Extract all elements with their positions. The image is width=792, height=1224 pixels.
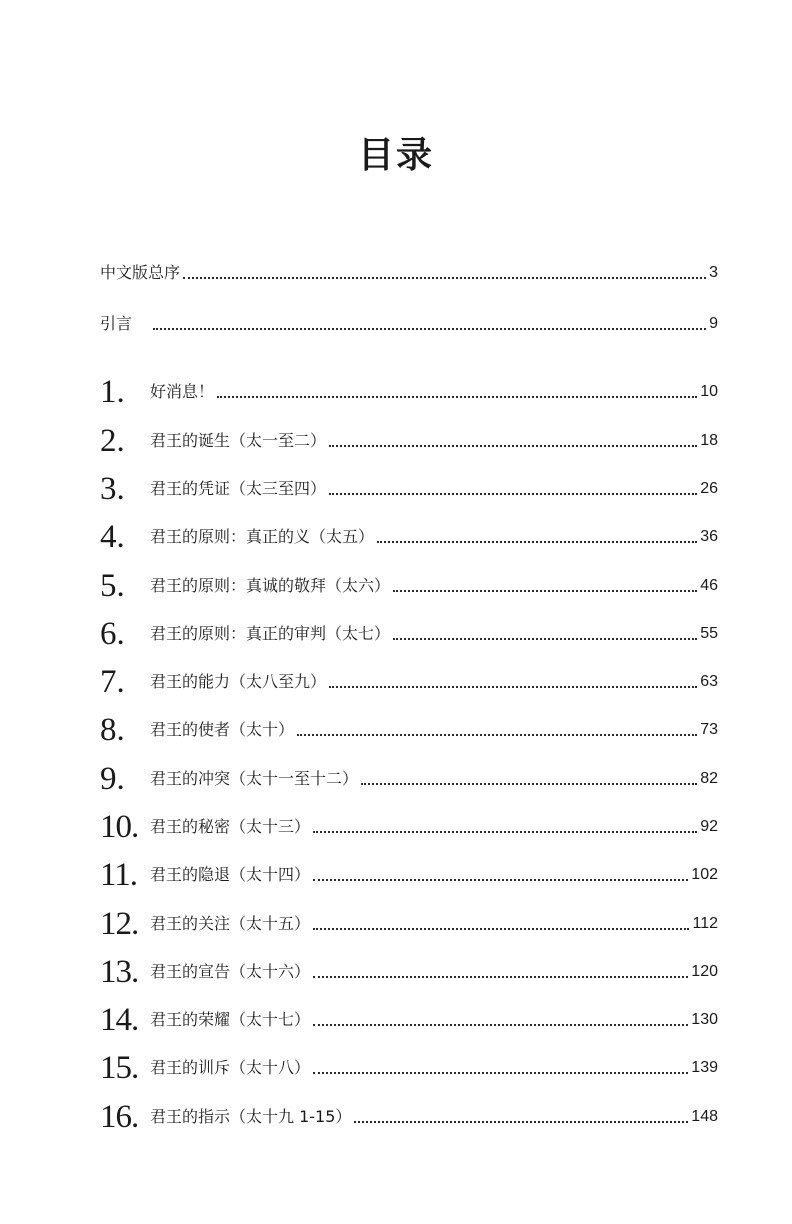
dot-leader <box>217 395 697 398</box>
toc-entry-label: 君王的使者（太十） <box>150 720 295 739</box>
toc-entry-label: 君王的秘密（太十三） <box>150 817 311 836</box>
toc-chapter-5[interactable] <box>100 563 718 604</box>
toc-entry-page: 73 <box>700 721 718 738</box>
toc-entry-label: 君王的冲突（太十一至十二） <box>150 769 359 788</box>
toc-chapter-9[interactable] <box>100 756 718 797</box>
chapter-number: 10. <box>100 809 139 845</box>
toc-entry-introduction[interactable] <box>100 313 718 335</box>
toc-entry-preface[interactable] <box>100 262 718 284</box>
dot-leader <box>329 492 697 495</box>
toc-entry-page: 18 <box>700 432 718 449</box>
toc-chapter-6[interactable] <box>100 611 718 652</box>
toc-entry-page: 130 <box>691 1011 718 1028</box>
page-title: 目录 <box>357 135 434 176</box>
toc-chapter-16[interactable] <box>100 1094 718 1135</box>
dot-leader <box>313 830 697 833</box>
toc-entry-page: 26 <box>700 480 718 497</box>
toc-chapter-8[interactable] <box>100 707 718 748</box>
toc-entry-page: 55 <box>700 625 718 642</box>
dot-leader <box>313 927 689 930</box>
chapter-number: 2. <box>100 423 125 459</box>
toc-entry-label: 君王的宣告（太十六） <box>150 962 311 981</box>
dot-leader <box>329 685 697 688</box>
chapter-number: 6. <box>100 616 125 652</box>
toc-entry-page: 10 <box>700 383 718 400</box>
dot-leader <box>313 878 688 881</box>
toc-chapter-10[interactable] <box>100 804 718 845</box>
chapter-number: 14. <box>100 1002 139 1038</box>
toc-entry-label: 君王的能力（太八至九） <box>150 672 327 691</box>
chapter-number: 8. <box>100 712 125 748</box>
toc-chapter-13[interactable] <box>100 949 718 990</box>
toc-entry-label: 君王的凭证（太三至四） <box>150 479 327 498</box>
toc-entry-label: 君王的原则：真诚的敬拜（太六） <box>150 576 391 595</box>
chapter-number: 13. <box>100 954 139 990</box>
dot-leader <box>153 327 706 330</box>
chapter-number: 15. <box>100 1050 139 1086</box>
toc-chapter-4[interactable] <box>100 514 718 555</box>
dot-leader <box>377 540 697 543</box>
dot-leader <box>329 444 697 447</box>
toc-entry-page: 120 <box>691 963 718 980</box>
chapter-number: 9. <box>100 761 125 797</box>
chapter-number: 12. <box>100 906 139 942</box>
toc-entry-page: 139 <box>691 1059 718 1076</box>
toc-chapter-7[interactable] <box>100 659 718 700</box>
toc-entry-page: 148 <box>691 1108 718 1125</box>
toc-entry-label: 君王的隐退（太十四） <box>150 865 311 884</box>
dot-leader <box>297 733 697 736</box>
dot-leader <box>361 782 697 785</box>
dot-leader <box>354 1120 688 1123</box>
toc-chapter-14[interactable] <box>100 997 718 1038</box>
chapter-number: 7. <box>100 664 125 700</box>
dot-leader <box>393 637 697 640</box>
toc-entry-page: 102 <box>691 866 718 883</box>
toc-chapter-2[interactable] <box>100 418 718 459</box>
toc-entry-label: 引言 <box>100 314 133 333</box>
toc-entry-page: 9 <box>709 315 718 332</box>
toc-entry-page: 3 <box>709 264 718 281</box>
dot-leader <box>313 975 688 978</box>
toc-entry-label: 君王的原则：真正的义（太五） <box>150 527 375 546</box>
toc-entry-label: 中文版总序 <box>100 263 181 282</box>
dot-leader <box>313 1023 688 1026</box>
toc-entry-label: 君王的原则：真正的审判（太七） <box>150 624 391 643</box>
chapter-number: 11. <box>100 857 138 893</box>
toc-entry-label: 君王的关注（太十五） <box>150 914 311 933</box>
toc-entry-label: 好消息！ <box>150 382 215 401</box>
toc-entry-label: 君王的荣耀（太十七） <box>150 1010 311 1029</box>
chapter-number: 5. <box>100 568 125 604</box>
toc-chapter-1[interactable] <box>100 369 718 410</box>
toc-entry-page: 63 <box>700 673 718 690</box>
toc-entry-page: 112 <box>692 915 718 932</box>
dot-leader <box>313 1071 688 1074</box>
chapter-number: 1. <box>100 374 125 410</box>
dot-leader <box>183 276 706 279</box>
chapter-number: 4. <box>100 519 125 555</box>
toc-chapter-12[interactable] <box>100 901 718 942</box>
dot-leader <box>393 589 697 592</box>
toc-entry-label: 君王的指示（太十九 1-15） <box>150 1107 352 1126</box>
chapter-number: 3. <box>100 471 125 507</box>
chapter-number: 16. <box>100 1099 139 1135</box>
toc-chapter-15[interactable] <box>100 1045 718 1086</box>
toc-entry-page: 46 <box>700 577 718 594</box>
toc-entry-page: 82 <box>700 770 718 787</box>
toc-entry-page: 92 <box>700 818 718 835</box>
toc-entry-page: 36 <box>700 528 718 545</box>
toc-entry-label: 君王的诞生（太一至二） <box>150 431 327 450</box>
toc-chapter-3[interactable] <box>100 466 718 507</box>
toc-chapter-11[interactable] <box>100 852 718 893</box>
toc-entry-label: 君王的训斥（太十八） <box>150 1058 311 1077</box>
